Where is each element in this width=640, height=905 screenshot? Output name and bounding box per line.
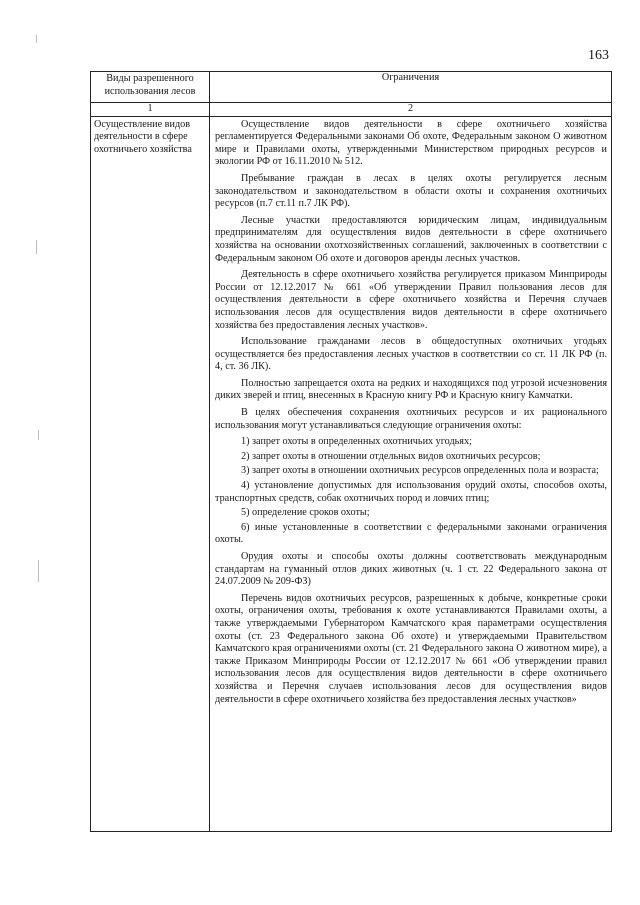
restriction-list-item: 1) запрет охоты в определенных охотничьих угодьях; <box>241 436 472 448</box>
restrictions-cell <box>210 116 612 831</box>
scan-mark <box>36 240 37 254</box>
restriction-paragraph: В целях обеспечения сохранения охотничьих ресурсов и их рационального использования могут устанавливаться следующие ограничения охоты: <box>215 407 607 431</box>
restriction-paragraph: Использование гражданами лесов в общедоступных охотничьих угодьях осуществляется без предоставления лесных участков в соответствии со ст. 11 ЛК РФ (п. 4, ст. 36 ЛК). <box>215 336 607 373</box>
restriction-list-item: 4) установление допустимых для использования орудий охоты, способов охоты, транспортных средств, собак охотничьих пород и ловчих птиц; <box>215 480 607 504</box>
restriction-paragraph: Полностью запрещается охота на редких и находящихся под угрозой исчезновения диких зверей и птиц, внесенных в Красную книгу РФ и Красную книгу Камчатки. <box>215 377 607 402</box>
restriction-paragraph: Деятельность в сфере охотничьего хозяйства регулируется приказом Минприроды России от 12.12.2017 № 661 «Об утверждении Правил пользования лесов для осуществления деятельности в сфере охотничьего хозяйства и Перечня случаев использования лесов для осуществления видов деятельности в сфере охотничьего хозяйства без предоставления лесных участков». <box>215 269 607 331</box>
column-number: 1 <box>91 103 210 117</box>
restriction-paragraph: Лесные участки предоставляются юридическим лицам, индивидуальным предпринимателям для осуществления видов деятельности в сфере охотничьего хозяйства на основании охотхозяйственных соглашений, заключенных в соответствии с Федеральным законом Об охоте и договоров аренды лесных участков. <box>215 214 607 264</box>
restriction-paragraph: Осуществление видов деятельности в сфере охотничьего хозяйства регламентируется Федеральными законами Об охоте, Федеральным законом О животном мире и Правилами охоты, утвержденными Министерством природных ресурсов и экологии РФ от 16.11.2010 № 512. <box>215 118 607 168</box>
restriction-paragraph: Орудия охоты и способы охоты должны соответствовать международным стандартам на гуманный отлов диких животных (ч. 1 ст. 22 Федерального закона от 24.07.2009 № 209-ФЗ) <box>215 551 607 588</box>
scan-mark <box>36 35 37 43</box>
page-number: 163 <box>588 48 609 63</box>
restrictions-table <box>90 71 612 832</box>
header-permitted-uses: Виды разрешенного использования лесов <box>91 72 210 103</box>
restriction-list-item: 6) иные установленные в соответствии с федеральными законами ограничения охоты. <box>215 521 607 546</box>
use-type-cell: Осуществление видов деятельности в сфере охотничьего хозяйства <box>91 116 210 831</box>
restriction-list-item: 2) запрет охоты в отношении отдельных видов охотничьих ресурсов; <box>241 450 541 462</box>
scan-mark <box>38 430 39 440</box>
restriction-list-item: 3) запрет охоты в отношении охотничьих ресурсов определенных пола и возраста; <box>241 465 599 477</box>
restriction-paragraph: Перечень видов охотничьих ресурсов, разрешенных к добыче, конкретные сроки охоты, ограничения охоты, требования к охоте устанавливаются Правилами охоты, а также утверждаемыми Губернатором Камчатского края параметрами осуществления охоты (ст. 23 Федерального закона Об охоте) и утверждаемыми Правительством Камчатского края ограничениями охоты (ст. 21 Федерального закона О животном мире), а также Приказом Минприроды России от 12.12.2017 № 661 «Об утверждении правил использования лесов для осуществления видов деятельности в сфере охотничьего хозяйства и Перечня случаев использования лесов для осуществления видов деятельности в сфере охотничьего хозяйства без предоставления лесных участков» <box>215 592 607 705</box>
restriction-list-item: 5) определение сроков охоты; <box>241 507 370 519</box>
table-row <box>91 116 612 831</box>
table-header-row <box>91 72 612 103</box>
scan-mark <box>38 560 39 582</box>
header-restrictions: Ограничения <box>210 72 612 103</box>
restriction-paragraph: Пребывание граждан в лесах в целях охоты регулируется лесным законодательством и законодательством в области охоты и сохранения охотничьих ресурсов (п.7 ст.11 п.7 ЛК РФ). <box>215 172 607 210</box>
column-number: 2 <box>210 103 612 117</box>
column-number-row <box>91 103 612 117</box>
